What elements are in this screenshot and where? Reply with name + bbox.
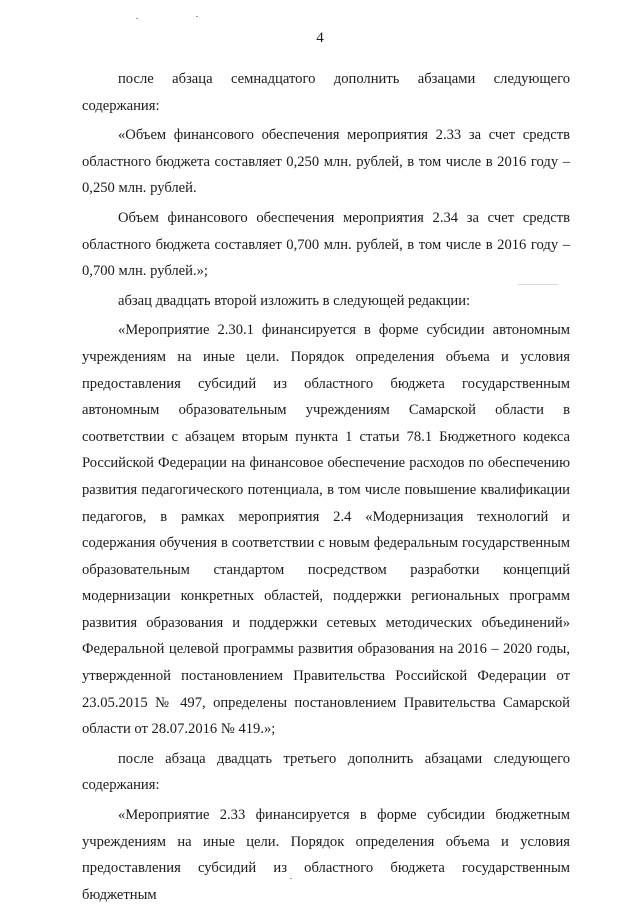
page-number: 4	[316, 30, 324, 46]
paragraph-funding-2-34: Объем финансового обеспечения мероприятия 2.34 за счет средств областного бюджета составляет 0,700 млн. рублей, в том числе в 2016 году – 0,700 млн. рублей.»;	[82, 209, 570, 280]
paragraph-measure-2-30-1: «Мероприятие 2.30.1 финансируется в форме субсидии автономным учреждениям на иные цели. Порядок определения объема и условия предоставления субсидий из областного бюджета государственным автономным образовательным учреждениям Самарской области в соответствии с абзацем вторым пункта 1 статьи 78.1 Бюджетного кодекса Российской Федерации на финансовое обеспечение расходов по обеспечению развития педагогического потенциала, в том числе повышение квалификации педагогов, в рамках мероприятия 2.4 «Модернизация технологий и содержания обучения в соответствии с новым федеральным государственным образовательным стандартом посредством разработки концепций модернизации конкретных областей, поддержки региональных программ развития образования и поддержки сетевых методических объединений» Федеральной целевой программы развития образования на 2016 – 2020 годы, утвержденной постановлением Правительства Российской Федерации от 23.05.2015 № 497, определены постановлением Правительства Самарской области от 28.07.2016 № 419.»;	[82, 322, 570, 738]
paragraph-funding-2-33: «Объем финансового обеспечения мероприятия 2.33 за счет средств областного бюджета составляет 0,250 млн. рублей, в том числе в 2016 году – 0,250 млн. рублей.	[82, 127, 570, 197]
paragraph-measure-2-33: «Мероприятие 2.33 финансируется в форме субсидии бюджетным учреждениям на иные цели. Порядок определения объема и условия предоставления субсидий из областного бюджета государственным бюджетным	[82, 807, 570, 903]
paragraph-replace-22: абзац двадцать второй изложить в следующей редакции:	[118, 292, 471, 309]
scan-speck	[136, 18, 138, 19]
document-body	[82, 66, 570, 911]
scan-speck	[196, 16, 198, 17]
paragraph-insert-after-17: после абзаца семнадцатого дополнить абзацами следующего содержания:	[82, 71, 570, 114]
paragraph-insert-after-23: после абзаца двадцать третьего дополнить абзацами следующего содержания:	[82, 750, 570, 794]
scan-speck	[290, 878, 292, 879]
scan-speck	[518, 284, 558, 285]
